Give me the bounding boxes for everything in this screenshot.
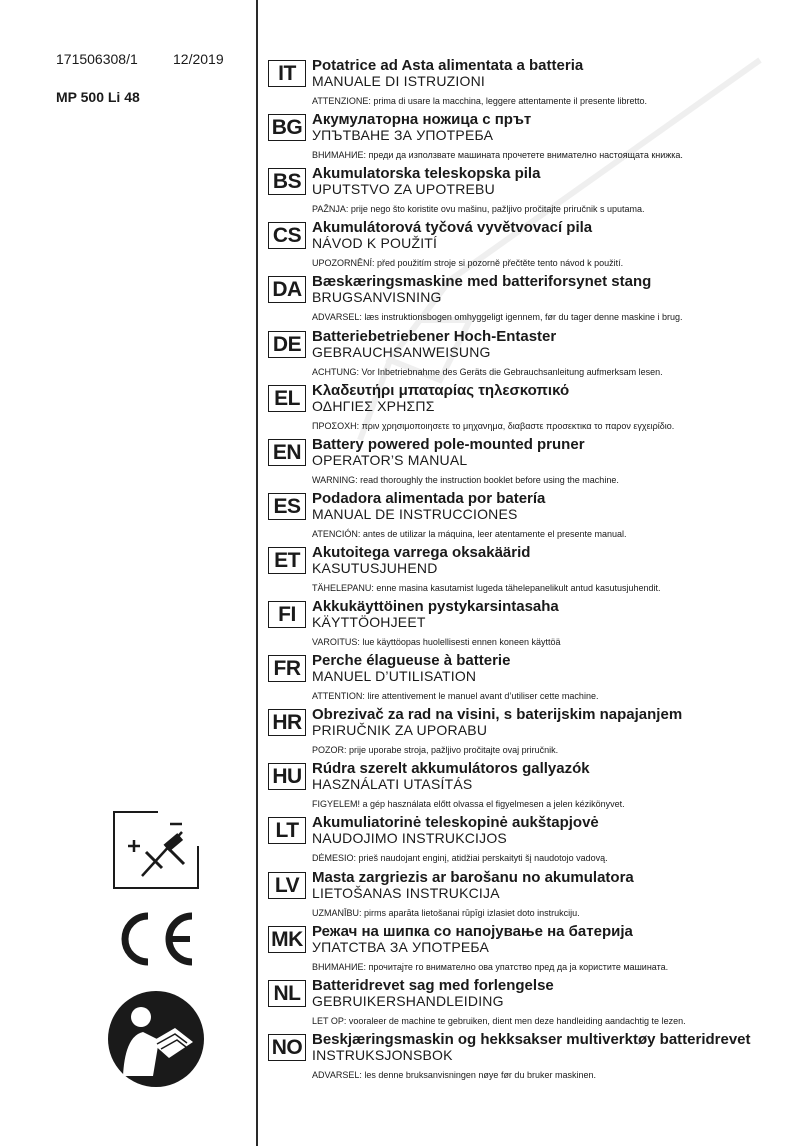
product-title: Akkukäyttöinen pystykarsintasaha bbox=[312, 598, 559, 615]
product-title: Obrezivač za rad na visini, s baterijskim napajanjem bbox=[312, 706, 683, 724]
language-code-badge: EN bbox=[268, 439, 306, 466]
model-name: MP 500 Li 48 bbox=[56, 89, 140, 105]
manual-type-subtitle: INSTRUKSJONSBOK bbox=[312, 1046, 453, 1063]
product-title: Podadora alimentada por batería bbox=[312, 489, 546, 507]
language-block-es bbox=[268, 490, 803, 544]
manual-type-subtitle: LIETOŠANAS INSTRUKCIJA bbox=[312, 884, 500, 901]
language-block-bg bbox=[268, 111, 803, 165]
language-block-lt bbox=[268, 814, 803, 868]
manual-type-subtitle: GEBRAUCHSANWEISUNG bbox=[312, 343, 491, 360]
language-block-et bbox=[268, 544, 803, 598]
language-block-it bbox=[268, 57, 803, 111]
language-code-badge: DE bbox=[268, 331, 306, 358]
language-block-da bbox=[268, 273, 803, 327]
manual-type-subtitle: ΟΔΗΓΙΕΣ ΧΡΗΣΠΣ bbox=[312, 397, 435, 414]
column-divider bbox=[256, 0, 258, 1146]
manual-type-subtitle: УПЪТВАНЕ ЗА УПОТРЕБА bbox=[312, 127, 494, 144]
manual-type-subtitle: HASZNÁLATI UTASÍTÁS bbox=[312, 776, 473, 793]
warning-text: ACHTUNG: Vor Inbetriebnahme des Geräts die Gebrauchsanleitung aufmerksam lesen. bbox=[312, 366, 663, 377]
product-title: Batteriebetriebener Hoch-Entaster bbox=[312, 327, 557, 345]
language-code-badge: LV bbox=[268, 872, 306, 899]
product-title: Akumulátorová tyčová vyvětvovací pila bbox=[312, 219, 593, 237]
manual-type-subtitle: MANUAL DE INSTRUCCIONES bbox=[312, 505, 518, 522]
language-code-badge: FI bbox=[268, 601, 306, 628]
product-title: Akumulatorska teleskopska pila bbox=[312, 165, 541, 183]
language-block-bs bbox=[268, 165, 803, 219]
warning-text: VAROITUS: lue käyttöopas huolellisesti ennen koneen käyttöä bbox=[312, 637, 561, 647]
warning-text: ATTENZIONE: prima di usare la macchina, leggere attentamente il presente libretto. bbox=[312, 96, 647, 106]
language-block-fi bbox=[268, 598, 803, 652]
language-block-hr bbox=[268, 706, 803, 760]
warning-text: POZOR: prije uporabe stroja, pažljivo pročitajte ovaj priručnik. bbox=[312, 745, 559, 756]
language-code-badge: IT bbox=[268, 60, 306, 87]
language-block-en bbox=[268, 436, 803, 490]
read-manual-icon bbox=[107, 990, 205, 1088]
language-code-badge: BS bbox=[268, 168, 306, 195]
language-block-hu bbox=[268, 760, 803, 814]
warning-text: FIGYELEM! a gép használata előtt olvassa el figyelmesen a jelen kézikönyvet. bbox=[312, 799, 625, 810]
warning-text: ATENCIÓN: antes de utilizar la máquina, leer atentamente el presente manual. bbox=[312, 528, 627, 539]
warning-text: DĖMESIO: prieš naudojant enginį, atidžiai perskaityti šį naudotojo vadovą. bbox=[312, 853, 608, 864]
manual-type-subtitle: GEBRUIKERSHANDLEIDING bbox=[312, 992, 504, 1009]
warning-text: PAŽNJA: prije nego što koristite ovu mašinu, pažljivo pročitajte priručnik s uputama. bbox=[312, 204, 645, 215]
warning-text: TÄHELEPANU: enne masina kasutamist lugeda tähelepanelikult antud kasutusjuhendit. bbox=[312, 582, 661, 593]
warning-text: UZMANĪBU: pirms aparāta lietošanai rūpīgi izlasiet doto instrukciju. bbox=[312, 907, 580, 918]
manual-type-subtitle: OPERATOR’S MANUAL bbox=[312, 451, 468, 468]
language-code-badge: DA bbox=[268, 276, 306, 303]
language-block-el bbox=[268, 382, 803, 436]
language-code-badge: BG bbox=[268, 114, 306, 141]
warning-text: ΠΡΟΣΟΧΗ: πριν χρησιμοποιησετε το μηχανημα, διαβαστε προσεκτικα το παρον εγχειρίδιο. bbox=[312, 420, 675, 431]
manual-type-subtitle: UPUTSTVO ZA UPOTREBU bbox=[312, 181, 495, 198]
language-block-de bbox=[268, 328, 803, 382]
language-block-nl bbox=[268, 977, 803, 1031]
language-code-badge: ET bbox=[268, 547, 306, 574]
language-code-badge: FR bbox=[268, 655, 306, 682]
product-title: Κλαδευτήρι μπαταρίας τηλεσκοπικό bbox=[312, 381, 570, 399]
manual-type-subtitle: PRIRUČNIK ZA UPORABU bbox=[312, 722, 488, 739]
warning-text: ADVARSEL: les denne bruksanvisningen nøye før du bruker maskinen. bbox=[312, 1069, 596, 1080]
language-code-badge: HR bbox=[268, 709, 306, 736]
product-title: Режач на шипка со напојување на батерија bbox=[312, 922, 633, 940]
product-title: Masta zargriezis ar barošanu no akumulatora bbox=[312, 868, 634, 886]
language-code-badge: NO bbox=[268, 1034, 306, 1061]
language-block-no bbox=[268, 1031, 803, 1085]
language-code-badge: HU bbox=[268, 763, 306, 790]
manual-type-subtitle: KASUTUSJUHEND bbox=[312, 559, 438, 576]
warning-text: ВНИМАНИЕ: прочитајте го внимателно ова упатство пред да ја користите машината. bbox=[312, 961, 669, 972]
language-code-badge: LT bbox=[268, 817, 306, 844]
language-code-badge: NL bbox=[268, 980, 306, 1007]
product-title: Rúdra szerelt akkumulátoros gallyazók bbox=[312, 760, 590, 778]
language-block-mk bbox=[268, 923, 803, 977]
language-code-badge: CS bbox=[268, 222, 306, 249]
product-title: Bæskæringsmaskine med batteriforsynet stang bbox=[312, 273, 652, 291]
manual-type-subtitle: BRUGSANVISNING bbox=[312, 289, 442, 306]
manual-type-subtitle: MANUALE DI ISTRUZIONI bbox=[312, 73, 485, 89]
manual-type-subtitle: NÁVOD K POUŽITÍ bbox=[312, 235, 438, 252]
manual-type-subtitle: MANUEL D’UTILISATION bbox=[312, 668, 477, 685]
product-title: Акумулаторна ножица с прът bbox=[312, 111, 532, 129]
document-date: 12/2019 bbox=[173, 51, 224, 67]
warning-text: ADVARSEL: læs instruktionsbogen omhyggeligt igennem, før du tager denne maskine i brug. bbox=[312, 312, 683, 323]
manual-type-subtitle: NAUDOJIMO INSTRUKCIJOS bbox=[312, 830, 507, 847]
manual-type-subtitle: KÄYTTÖOHJEET bbox=[312, 614, 426, 630]
product-title: Batteridrevet sag med forlengelse bbox=[312, 976, 554, 994]
language-code-badge: EL bbox=[268, 385, 306, 412]
warning-text: ВНИМАНИЕ: преди да използвате машината прочетете внимателно настоящата книжка. bbox=[312, 150, 683, 161]
language-block-cs bbox=[268, 219, 803, 273]
warning-text: UPOZORNĚNÍ: před použitím stroje si pozorně přečtěte tento návod k použití. bbox=[312, 258, 624, 269]
warning-text: ATTENTION: lire attentivement le manuel avant d’utiliser cette machine. bbox=[312, 691, 599, 702]
warning-text: LET OP: vooraleer de machine te gebruiken, dient men deze handleiding aandachtig te lezen. bbox=[312, 1015, 686, 1026]
language-block-lv bbox=[268, 869, 803, 923]
product-title: Beskjæringsmaskin og hekksakser multiverktøy batteridrevet bbox=[312, 1030, 751, 1048]
manual-type-subtitle: УПАТСТВА ЗА УПОТРЕБА bbox=[312, 938, 490, 955]
product-title: Akumuliatorinė teleskopinė aukštapjovė bbox=[312, 814, 599, 832]
language-code-badge: ES bbox=[268, 493, 306, 520]
document-number: 171506308/1 bbox=[56, 51, 138, 67]
product-title: Akutoitega varrega oksakäärid bbox=[312, 543, 531, 561]
product-title: Perche élagueuse à batterie bbox=[312, 652, 511, 670]
battery-polarity-icon bbox=[112, 810, 200, 890]
product-title: Battery powered pole-mounted pruner bbox=[312, 435, 585, 453]
language-block-fr bbox=[268, 652, 803, 706]
ce-mark-icon bbox=[112, 910, 196, 968]
warning-text: WARNING: read thoroughly the instruction booklet before using the machine. bbox=[312, 474, 619, 485]
language-code-badge: MK bbox=[268, 926, 306, 953]
product-title: Potatrice ad Asta alimentata a batteria bbox=[312, 57, 584, 74]
